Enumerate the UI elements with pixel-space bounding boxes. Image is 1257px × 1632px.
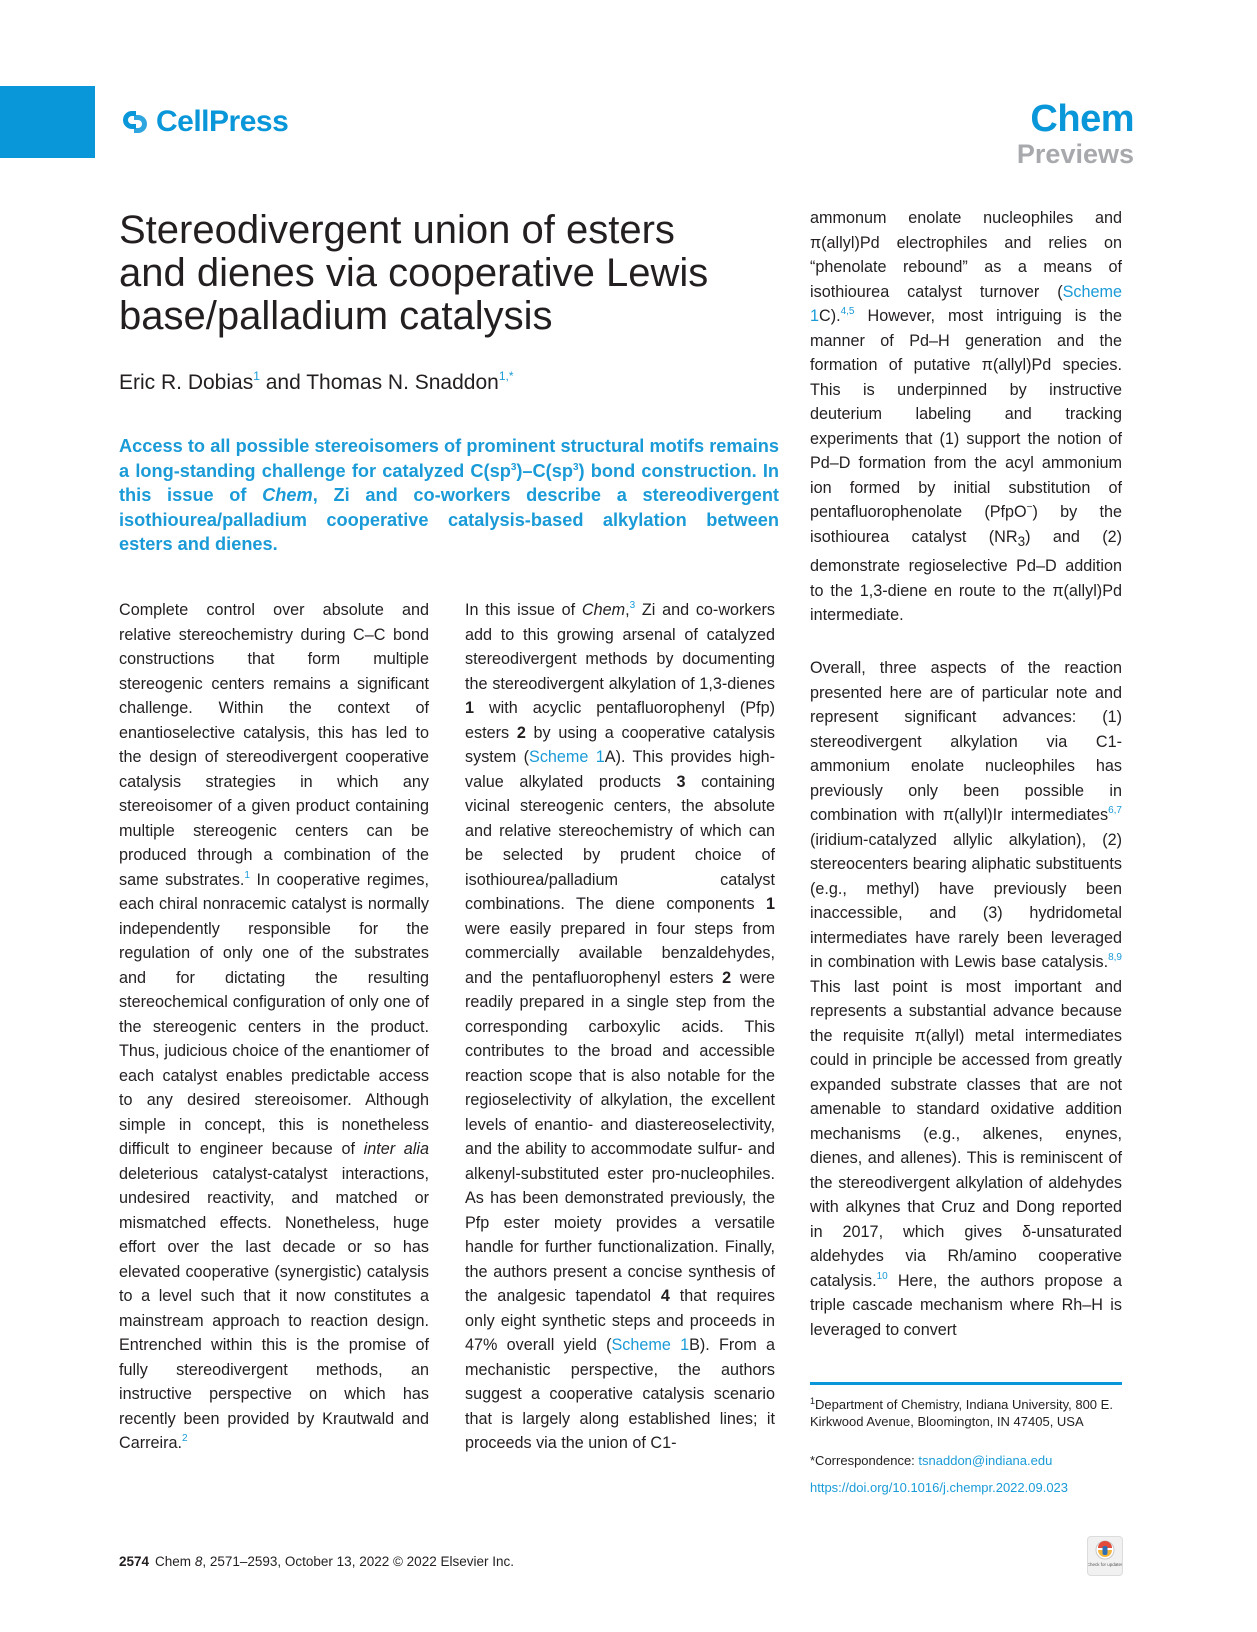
citation-link[interactable]: 3 bbox=[629, 600, 636, 611]
page-number: 2574 bbox=[119, 1554, 150, 1569]
author-affiliation-ref[interactable]: 1,* bbox=[498, 369, 514, 383]
article-title: Stereodivergent union of esters and dienes via cooperative Lewis base/palladium catalysis bbox=[119, 208, 709, 338]
cellpress-logo[interactable] bbox=[120, 102, 288, 142]
scheme-link[interactable]: Scheme 1 bbox=[810, 282, 1122, 325]
body-column-1: Complete control over absolute and relative stereochemistry during C–C bond constructions that form multiple stereogenic centers remains a significant challenge. Within the context of enantioselective catalysis, this has led to the design of stereodivergent cooperative catalysis strategies in which any stereoisomer of a given product containing multiple stereogenic centers can be produced through a combination of the same substrates.$^1$ In cooperative regimes, each chiral nonracemic catalyst is normally independently responsible for the regulation of only one of the substrates and for dictating the resulting stereochemical configuration of only one of the stereogenic centers in the product. Thus, judicious choice of the enantiomer of each catalyst enables predictable access to any desired stereoisomer. Although simple in concept, this is nonetheless difficult to engineer because of inter alia deleterious catalyst-catalyst interactions, undesired reactivity, and matched or mismatched effects. Nonetheless, huge effort over the last decade or so has elevated cooperative (synergistic) catalysis to a level such that it now constitutes a mainstream approach to reaction design. Entrenched within this is the promise of fully stereodivergent methods, an instructive perspective on which has recently been provided by Krautwald and Carreira.$^2$ bbox=[119, 601, 429, 1452]
citation-link[interactable]: 2 bbox=[181, 1433, 188, 1444]
citation-link[interactable]: 10 bbox=[876, 1270, 888, 1282]
author-list bbox=[119, 371, 514, 395]
doi-footnote bbox=[810, 1479, 1122, 1496]
body-column-2: In this issue of Chem,$^3$ Zi and co-workers add to this growing arsenal of catalyzed stereodivergent methods by documenting the stereodivergent alkylation of 1,3-dienes 1 with acyclic pentafluorophenyl (Pfp) esters 2 by using a cooperative catalysis system (Scheme 1A). This provides high-value alkylated products 3 containing vicinal stereogenic centers, the absolute and relative stereochemistry of which can be selected by prudent choice of isothiourea/palladium catalyst combinations. The diene components 1 were easily prepared in four steps from commercially available benzaldehydes, and the pentafluorophenyl esters 2 were readily prepared in a single step from the corresponding carboxylic acids. This contributes to the broad and accessible reaction scope that is also notable for the regioselectivity of alkylation, the excellent levels of enantio- and diastereoselectivity, and the ability to accommodate sulfur- and alkenyl-substituted ester pro-nucleophiles. As has been demonstrated previously, the Pfp ester moiety provides a versatile handle for further functionalization. Finally, the authors present a concise synthesis of the analgesic tapendatol 4 that requires only eight synthetic steps and proceeds in 47% overall yield (Scheme 1B). From a mechanistic perspective, the authors suggest a cooperative catalysis scenario that is largely along established lines; it proceeds via the union of C1- bbox=[465, 600, 776, 1452]
check-for-updates-badge[interactable] bbox=[1087, 1536, 1123, 1576]
footnote-divider bbox=[810, 1382, 1122, 1385]
citation-link[interactable]: 6,7 bbox=[1108, 805, 1122, 816]
correspondence-email-link[interactable]: tsnaddon@indiana.edu bbox=[918, 1453, 1053, 1468]
author-name: Eric R. Dobias bbox=[119, 371, 254, 394]
badge-label: Check for updates bbox=[1088, 1562, 1122, 1567]
affiliation-footnote: $^1$Department of Chemistry, Indiana University, 800 E. Kirkwood Avenue, Bloomington, IN 47405, USA bbox=[810, 1396, 1113, 1429]
doi-link[interactable]: https://doi.org/10.1016/j.chempr.2022.09.023 bbox=[810, 1480, 1069, 1495]
journal-name: Chem bbox=[1030, 98, 1134, 140]
check-for-updates-icon bbox=[1088, 1537, 1122, 1575]
cellpress-logo-icon bbox=[120, 105, 154, 139]
page-footer: 2574 Chem 8, 2571–2593, October 13, 2022 © 2022 Elsevier Inc. bbox=[119, 1554, 514, 1569]
abstract: Access to all possible stereoisomers of prominent structural motifs remains a long-standing challenge for catalyzed $C(sp^3)-C(sp^3)$ bond construction. In this issue of Chem, Zi and co-workers describe a stereodivergent isothiourea/palladium cooperative catalysis-based alkylation between esters and dienes. bbox=[119, 436, 779, 554]
scheme-link[interactable]: Scheme 1 bbox=[611, 1336, 690, 1354]
corner-color-block bbox=[0, 86, 95, 158]
citation-link[interactable]: 4,5 bbox=[840, 306, 855, 317]
citation-link[interactable]: 1 bbox=[244, 869, 250, 881]
scheme-link[interactable]: Scheme 1 bbox=[529, 748, 605, 766]
publisher-name: CellPress bbox=[156, 105, 289, 138]
citation-link[interactable]: 8,9 bbox=[1108, 952, 1122, 963]
body-column-3-paragraph-1: ammonum enolate nucleophiles and π(allyl)Pd electrophiles and relies on “phenolate rebound” as a means of isothiourea catalyst turnover (Scheme 1C).$^{4,5}$ However, most intriguing is the manner of Pd–H generation and the formation of putative π(allyl)Pd species. This is underpinned by instructive deuterium labeling and tracking experiments that (1) support the notion of Pd–D formation from the acyl ammonium ion formed by initial substitution of pentafluorophenolate (PfpO−) by the isothiourea catalyst $(NR_3)$ and (2) demonstrate regioselective Pd–D addition to the 1,3-diene en route to the π(allyl)Pd intermediate. bbox=[810, 209, 1122, 625]
section-name: Previews bbox=[1016, 139, 1134, 169]
author-name: Thomas N. Snaddon bbox=[306, 371, 499, 394]
author-joiner: and bbox=[259, 371, 307, 394]
body-column-3-paragraph-2: Overall, three aspects of the reaction presented here are of particular note and represent significant advances: (1) stereodivergent alkylation via C1-ammonium enolate nucleophiles has previously only been possible in combination with π(allyl)Ir intermediates$^{6,7}$ (iridium-catalyzed allylic alkylation), (2) stereocenters bearing aliphatic substituents (e.g., methyl) have previously been inaccessible, and (3) hydridometal intermediates have rarely been leveraged in combination with Lewis base catalysis.$^{8,9}$ This last point is most important and represents a substantial advance because the requisite π(allyl) metal intermediates could in principle be accessed from greatly expanded substrate classes that are not amenable to standard oxidative addition mechanisms (e.g., alkenes, enynes, dienes, and allenes). This is reminiscent of the stereodivergent alkylation of aldehydes with alkynes that Cruz and Dong reported in 2017, which gives δ-unsaturated aldehydes via Rh/amino cooperative catalysis.$^{10}$ Here, the authors propose a triple cascade mechanism where Rh–H is leveraged to convert bbox=[810, 659, 1122, 1339]
correspondence-footnote: *Correspondence: tsnaddon@indiana.edu bbox=[810, 1453, 1053, 1468]
author-affiliation-ref[interactable]: 1 bbox=[253, 369, 260, 383]
